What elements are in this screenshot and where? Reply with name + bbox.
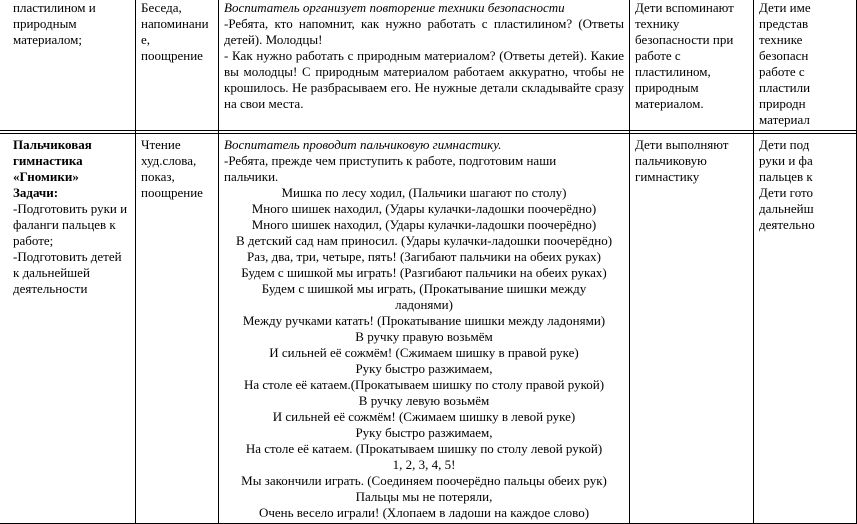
tasks-label: Задачи: <box>13 185 59 200</box>
educator-lead: -Ребята, прежде чем приступить к работе, подготовим наши пальчики. <box>224 153 557 184</box>
educator-intro: Воспитатель организует повторение техники безопасности <box>224 0 565 15</box>
stage-title: Пальчиковая гимнастика «Гномики» <box>13 137 92 184</box>
result-cell: Дети име представ технике безопасн работе с пластили природн материал <box>754 0 857 131</box>
table-row <box>0 134 857 524</box>
educator-activity-cell <box>219 0 630 131</box>
children-activity-cell: Дети вспоминают технику безопасности при работе с пластилином, природным материалом. <box>630 0 754 131</box>
educator-intro: Воспитатель проводит пальчиковую гимнастику. <box>224 137 502 152</box>
educator-activity-cell <box>219 134 630 524</box>
table-row <box>0 0 857 131</box>
stage-cell: пластилином и природным материалом; <box>0 0 136 131</box>
methods-cell: Беседа, напоминани е, поощрение <box>136 0 219 131</box>
tasks-text: -Подготовить руки и фаланги пальцев к работе; -Подготовить детей к дальнейшей деятельности <box>13 201 128 296</box>
children-activity-cell: Дети выполняют пальчиковую гимнастику <box>630 134 754 524</box>
methods-cell: Чтение худ.слова, показ, поощрение <box>136 134 219 524</box>
finger-gymnastics-poem: Мишка по лесу ходил, (Пальчики шагают по столу) Много шишек находил, (Удары кулачки-ладошки поочерёдно) Много шишек находил, (Удары кулачки-ладошки поочерёдно) В детский сад нам приносил. (Удары кулачки-ладошки поочерёдно) Раз, два, три, четыре, пять! (Загибают пальчики на обеих руках) Будем с шишкой мы играть! (Разгибают пальчики на обеих руках) Будем с шишкой мы играть, (Прокатывание шишки между ладонями) Между ручками катать! (Прокатывание шишки между ладонями) В ручку правую возьмём И сильней её сожмём! (Сжимаем шишку в правой руке) Руку быстро разжимаем, На столе её катаем.(Прокатываем шишку по столу правой рукой) В ручку левую возьмём И сильней её сожмём! (Сжимаем шишку в левой руке) Руку быстро разжимаем, На столе её катаем. (Прокатываем шишку по столу левой рукой) 1, 2, 3, 4, 5! Мы закончили играть. (Соединяем поочерёдно пальцы обеих рук) Пальцы мы не потеряли, Очень весело играли! (Хлопаем в ладоши на каждое слово) <box>235 185 613 520</box>
stage-cell <box>0 134 136 524</box>
result-cell: Дети под руки и фа пальцев к Дети гото дальнейш деятельно <box>754 134 857 524</box>
educator-text: -Ребята, кто напомнит, как нужно работать с пластилином? (Ответы детей). Молодцы! - Как нужно работать с природным материалом? (Ответы детей). Какие вы молодцы! С природным материалом работаем аккуратно, чтобы не крошилось. Не разбрасываем его. Не нужные детали складывайте сразу на свои места. <box>224 16 624 111</box>
